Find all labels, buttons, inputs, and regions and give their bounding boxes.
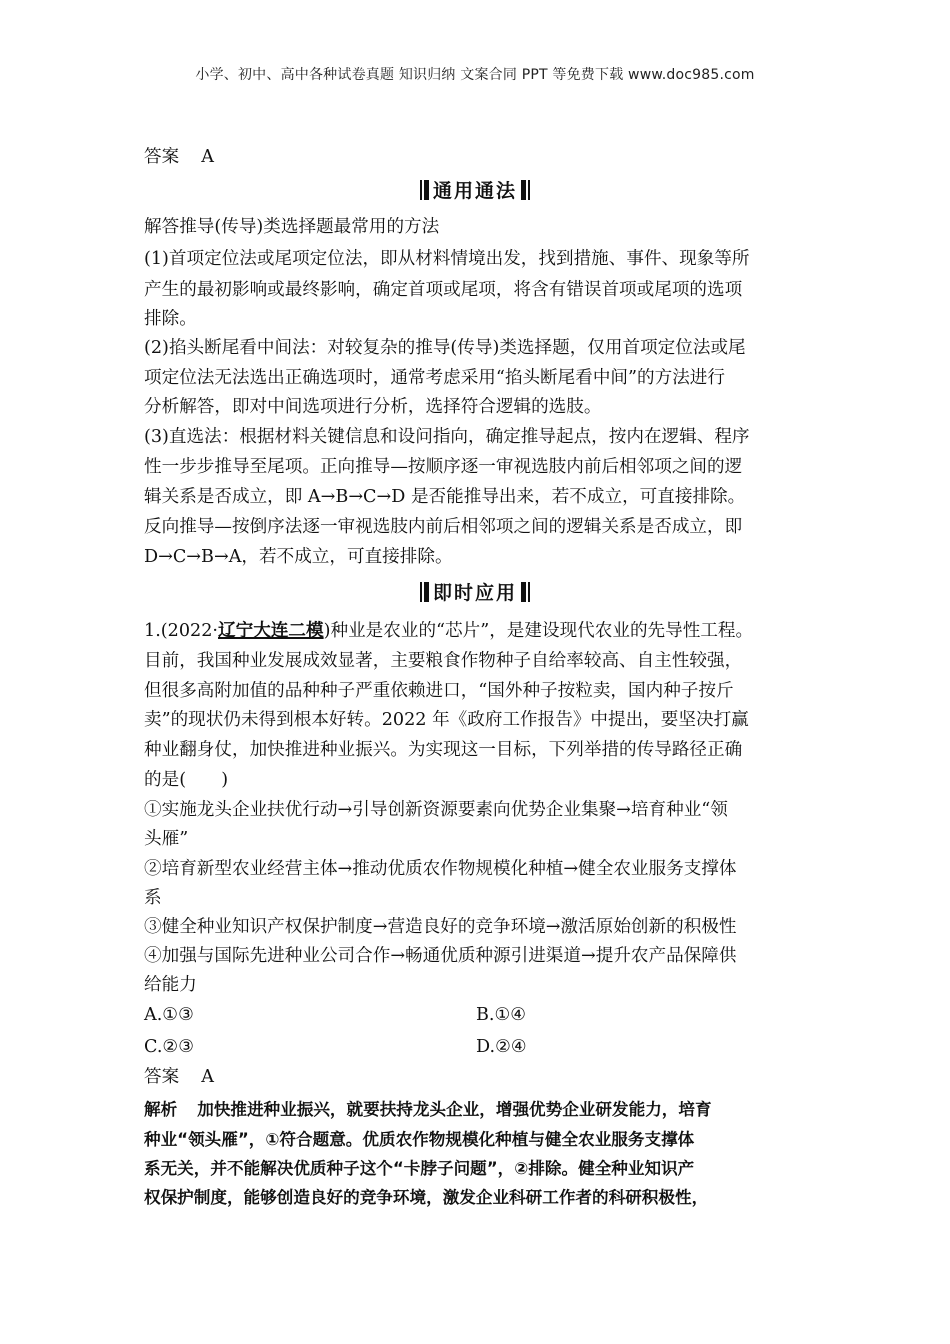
choice-item: ④加强与国际先进种业公司合作→畅通优质种源引进渠道→提升农产品保障供 (144, 946, 737, 966)
section-banner-practice (0, 580, 950, 606)
choice-item: ③健全种业知识产权保护制度→营造良好的竞争环境→激活原始创新的积极性 (144, 917, 737, 937)
question-line: 但很多高附加值的品种种子严重依赖进口，“国外种子按粒卖，国内种子按斤 (144, 681, 734, 701)
method-line: 解答推导(传导)类选择题最常用的方法 (144, 217, 440, 237)
method-line: (1)首项定位法或尾项定位法，即从材料情境出发，找到措施、事件、现象等所 (144, 249, 750, 269)
choice-item: ②培育新型农业经营主体→推动优质农作物规模化种植→健全农业服务支撑体 (144, 859, 737, 879)
option-a: A.①③ (144, 1005, 194, 1025)
answer-label: 答案 (144, 1067, 180, 1087)
banner-title: 通用通法 (432, 180, 517, 202)
analysis-line: 系无关，并不能解决优质种子这个“卡脖子问题”，②排除。健全种业知识产 (144, 1159, 695, 1178)
question-line: 目前，我国种业发展成效显著，主要粮食作物种子自给率较高、自主性较强， (144, 651, 743, 671)
question-line: 种业翻身仗，加快推进种业振兴。为实现这一目标，下列举措的传导路径正确 (144, 740, 743, 760)
method-line: 排除。 (144, 309, 197, 329)
method-line: 辑关系是否成立，即 A→B→C→D 是否能推导出来，若不成立，可直接排除。 (144, 487, 746, 507)
analysis-text: 加快推进种业振兴，就要扶持龙头企业，增强优势企业研发能力，培育 (197, 1100, 712, 1119)
method-line: 性一步步推导至尾项。正向推导—按顺序逐一审视选肢内前后相邻项之间的逻 (144, 457, 743, 477)
choice-item: ①实施龙头企业扶优行动→引导创新资源要素向优势企业集聚→培育种业“领 (144, 800, 728, 820)
analysis-line: 种业“领头雁”，①符合题意。优质农作物规模化种植与健全农业服务支撑体 (144, 1130, 695, 1149)
question-line: 的是( ) (144, 770, 229, 790)
question-first-rest: )种业是农业的“芯片”，是建设现代农业的先导性工程。 (323, 621, 754, 641)
banner-bar-left-icon (420, 582, 429, 602)
banner-bar-right-icon (521, 582, 530, 602)
choice-item: 系 (144, 888, 162, 908)
choice-item: 头雁” (144, 829, 189, 849)
analysis-line: 权保护制度，能够创造良好的竞争环境，激发企业科研工作者的科研积极性， (144, 1188, 709, 1207)
answer-line (144, 1066, 214, 1088)
answer-value: A (201, 147, 214, 167)
question-prefix: 1.(2022· (144, 621, 219, 641)
method-line: 反向推导—按倒序法逐一审视选肢内前后相邻项之间的逻辑关系是否成立，即 (144, 517, 743, 537)
option-b: B.①④ (476, 1005, 527, 1025)
analysis-first-line (144, 1099, 712, 1121)
question-source: 辽宁大连二模 (218, 620, 324, 641)
answer-value: A (201, 1067, 214, 1087)
method-line: D→C→B→A，若不成立，可直接排除。 (144, 547, 453, 567)
choice-item: 给能力 (144, 975, 197, 995)
answer-line-top (144, 146, 214, 168)
question-first-line (144, 620, 753, 642)
method-line: (2)掐头断尾看中间法：对较复杂的推导(传导)类选择题，仅用首项定位法或尾 (144, 338, 746, 358)
page-header: 小学、初中、高中各种试卷真题 知识归纳 文案合同 PPT 等免费下载 www.doc985.com (195, 67, 755, 83)
banner-bar-left-icon (420, 180, 429, 200)
question-line: 卖”的现状仍未得到根本好转。2022 年《政府工作报告》中提出，要坚决打赢 (144, 710, 749, 730)
method-line: 产生的最初影响或最终影响，确定首项或尾项，将含有错误首项或尾项的选项 (144, 280, 743, 300)
banner-title: 即时应用 (432, 582, 517, 604)
method-line: 项定位法无法选出正确选项时，通常考虑采用“掐头断尾看中间”的方法进行 (144, 368, 725, 388)
section-banner-general-method (0, 178, 950, 204)
answer-label: 答案 (144, 147, 180, 167)
method-line: (3)直选法：根据材料关键信息和设问指向，确定推导起点，按内在逻辑、程序 (144, 427, 750, 447)
option-d: D.②④ (476, 1037, 527, 1057)
method-line: 分析解答，即对中间选项进行分析，选择符合逻辑的选肢。 (144, 397, 602, 417)
option-c: C.②③ (144, 1037, 194, 1057)
banner-bar-right-icon (521, 180, 530, 200)
analysis-label: 解析 (144, 1100, 178, 1119)
